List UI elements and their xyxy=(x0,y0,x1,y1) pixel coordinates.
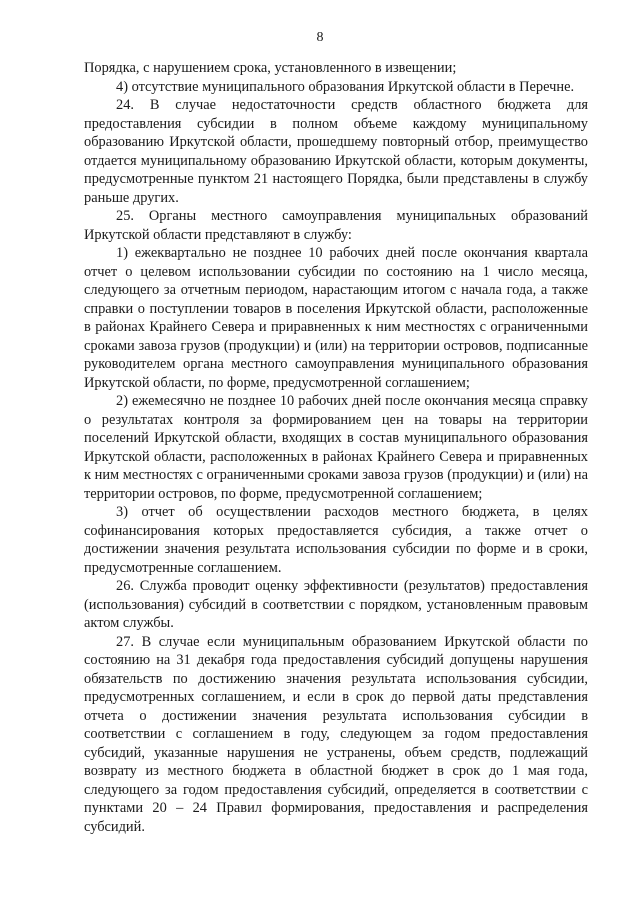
paragraph-continuation: Порядка, с нарушением срока, установленного в извещении; xyxy=(84,60,457,76)
paragraph-25-item-1: 1) ежеквартально не позднее 10 рабочих дней после окончания квартала отчет о целевом использовании субсидии по состоянию на 1 число месяца, следующего за отчетным периодом, нарастающим итогом с начала года, а также справки о поступлении товаров в поселения Иркутской области, расположенные в районах Крайнего Севера и приравненных к ним местностях с ограниченными сроками завоза грузов (продукции) и (или) на территории островов, подписанные руководителем органа местного самоуправления муниципального образования Иркутской области, по форме, предусмотренной соглашением; xyxy=(84,245,588,391)
paragraph-item-4: 4) отсутствие муниципального образования Иркутской области в Перечне. xyxy=(116,78,575,95)
paragraph-25-item-2: 2) ежемесячно не позднее 10 рабочих дней после окончания месяца справку о результатах контроля за формированием цен на товары на территории поселений Иркутской области, входящих в состав муниципального образования Иркутской области, расположенных в районах Крайнего Севера и приравненных к ним местностях с ограниченными сроками завоза грузов (продукции) и (или) на территории островов, по форме, предусмотренной соглашением; xyxy=(84,393,588,502)
document-body xyxy=(84,59,588,836)
paragraph-27: 27. В случае если муниципальным образованием Иркутской области по состоянию на 31 декабря года предоставления субсидий допущены нарушения обязательств по достижению значения результата использования субсидии, предусмотренных соглашением, и если в срок до первой даты представления отчета о достижении значения результата использования субсидии в соответствии с соглашением в году, следующем за годом предоставления субсидий, указанные нарушения не устранены, объем средств, подлежащий возврату из местного бюджета в областной бюджет в срок до 1 мая года, следующего за годом предоставления субсидий, определяется в соответствии с пунктами 20 – 24 Правил формирования, предоставления и распределения субсидий. xyxy=(84,633,588,835)
paragraph-24: 24. В случае недостаточности средств областного бюджета для предоставления субсидии в полном объеме каждому муниципальному образованию Иркутской области, прошедшему повторный отбор, преимущество отдается муниципальному образованию Иркутской области, которым документы, предусмотренные пунктом 21 настоящего Порядка, были представлены в службу раньше других. xyxy=(84,97,588,206)
paragraph-25-item-3: 3) отчет об осуществлении расходов местного бюджета, в целях софинансирования которых предоставляется субсидия, а также отчет о достижении значения результата использования субсидии по форме и в сроки, предусмотренные соглашением. xyxy=(84,504,588,576)
paragraph-25: 25. Органы местного самоуправления муниципальных образований Иркутской области представляют в службу: xyxy=(84,208,588,243)
page-number: 8 xyxy=(316,30,324,45)
paragraph-26: 26. Служба проводит оценку эффективности (результатов) предоставления (использования) субсидий в соответствии с порядком, установленным правовым актом службы. xyxy=(84,578,588,631)
